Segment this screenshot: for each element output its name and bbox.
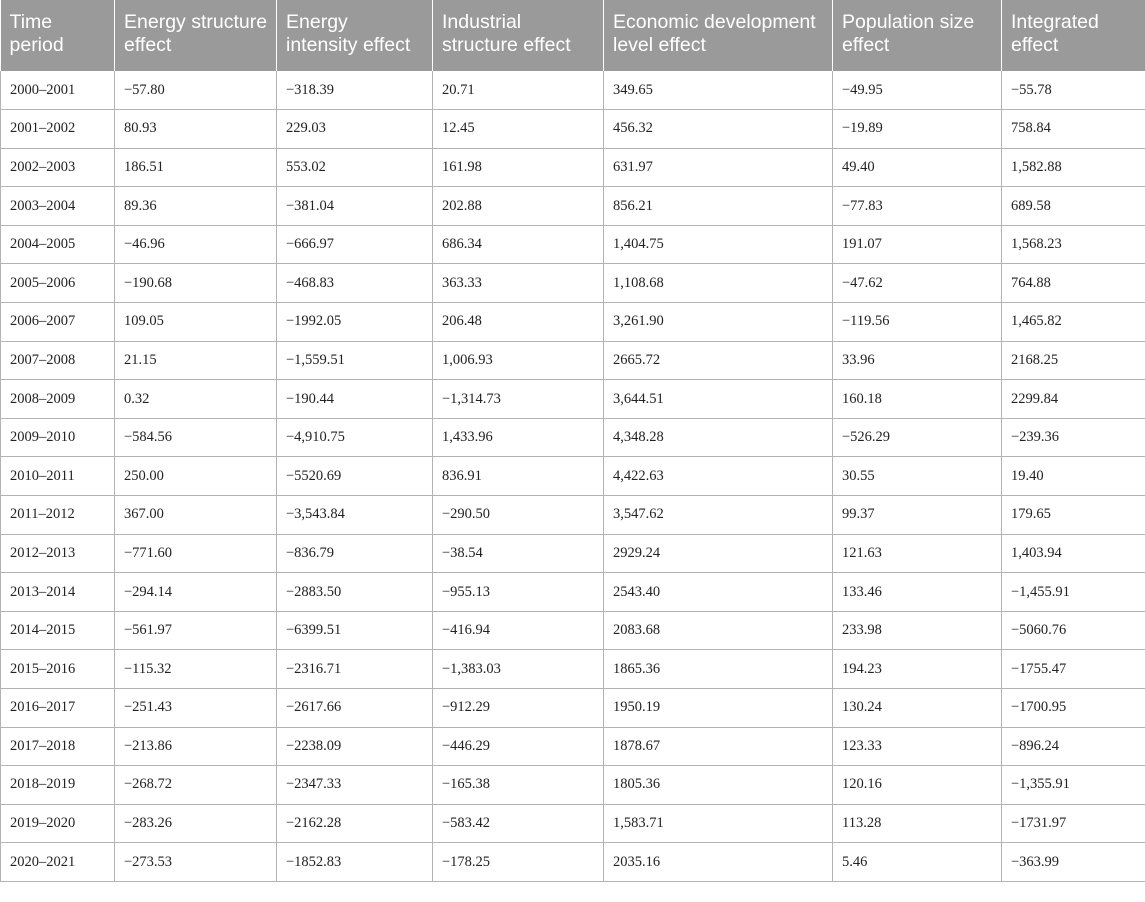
cell-energy-structure-effect: −273.53: [115, 843, 277, 882]
cell-population-size-effect: 194.23: [833, 650, 1002, 689]
cell-time-period: 2006–2007: [1, 303, 115, 342]
cell-energy-intensity-effect: −2347.33: [277, 766, 433, 805]
header-energy-structure-effect: Energy structure effect: [115, 0, 277, 71]
cell-energy-structure-effect: 21.15: [115, 341, 277, 380]
cell-energy-intensity-effect: −3,543.84: [277, 496, 433, 535]
cell-population-size-effect: 123.33: [833, 727, 1002, 766]
cell-economic-development-level-effect: 1,583.71: [604, 804, 833, 843]
cell-population-size-effect: −526.29: [833, 418, 1002, 457]
cell-population-size-effect: 5.46: [833, 843, 1002, 882]
cell-time-period: 2016–2017: [1, 689, 115, 728]
cell-industrial-structure-effect: −1,314.73: [433, 380, 604, 419]
cell-time-period: 2004–2005: [1, 225, 115, 264]
cell-population-size-effect: 113.28: [833, 804, 1002, 843]
cell-energy-intensity-effect: −836.79: [277, 534, 433, 573]
cell-integrated-effect: −1755.47: [1002, 650, 1145, 689]
table-row: [1, 689, 1145, 728]
cell-economic-development-level-effect: 456.32: [604, 110, 833, 149]
cell-energy-intensity-effect: −318.39: [277, 71, 433, 110]
cell-industrial-structure-effect: 202.88: [433, 187, 604, 226]
cell-energy-structure-effect: 0.32: [115, 380, 277, 419]
cell-time-period: 2010–2011: [1, 457, 115, 496]
cell-economic-development-level-effect: 2543.40: [604, 573, 833, 612]
cell-population-size-effect: −49.95: [833, 71, 1002, 110]
cell-energy-intensity-effect: −1992.05: [277, 303, 433, 342]
cell-energy-intensity-effect: −468.83: [277, 264, 433, 303]
cell-time-period: 2013–2014: [1, 573, 115, 612]
cell-energy-structure-effect: 89.36: [115, 187, 277, 226]
cell-integrated-effect: −5060.76: [1002, 611, 1145, 650]
table-row: [1, 418, 1145, 457]
cell-integrated-effect: 1,582.88: [1002, 148, 1145, 187]
cell-time-period: 2017–2018: [1, 727, 115, 766]
table-row: [1, 804, 1145, 843]
cell-integrated-effect: −1,355.91: [1002, 766, 1145, 805]
cell-energy-intensity-effect: −1852.83: [277, 843, 433, 882]
cell-population-size-effect: −19.89: [833, 110, 1002, 149]
cell-population-size-effect: 191.07: [833, 225, 1002, 264]
cell-time-period: 2000–2001: [1, 71, 115, 110]
table-row: [1, 843, 1145, 882]
cell-energy-structure-effect: −190.68: [115, 264, 277, 303]
cell-economic-development-level-effect: 1950.19: [604, 689, 833, 728]
cell-energy-structure-effect: −294.14: [115, 573, 277, 612]
table-row: [1, 380, 1145, 419]
cell-time-period: 2014–2015: [1, 611, 115, 650]
cell-industrial-structure-effect: 1,433.96: [433, 418, 604, 457]
cell-population-size-effect: −77.83: [833, 187, 1002, 226]
table-row: [1, 650, 1145, 689]
cell-economic-development-level-effect: 3,644.51: [604, 380, 833, 419]
cell-industrial-structure-effect: 836.91: [433, 457, 604, 496]
cell-economic-development-level-effect: 1878.67: [604, 727, 833, 766]
cell-time-period: 2005–2006: [1, 264, 115, 303]
cell-population-size-effect: 49.40: [833, 148, 1002, 187]
cell-time-period: 2011–2012: [1, 496, 115, 535]
cell-population-size-effect: 33.96: [833, 341, 1002, 380]
cell-time-period: 2019–2020: [1, 804, 115, 843]
cell-energy-structure-effect: −561.97: [115, 611, 277, 650]
cell-economic-development-level-effect: 4,422.63: [604, 457, 833, 496]
cell-population-size-effect: −119.56: [833, 303, 1002, 342]
cell-time-period: 2018–2019: [1, 766, 115, 805]
cell-time-period: 2009–2010: [1, 418, 115, 457]
cell-economic-development-level-effect: 631.97: [604, 148, 833, 187]
cell-integrated-effect: 2299.84: [1002, 380, 1145, 419]
cell-integrated-effect: −1,455.91: [1002, 573, 1145, 612]
cell-energy-intensity-effect: 553.02: [277, 148, 433, 187]
table-row: [1, 264, 1145, 303]
cell-integrated-effect: 179.65: [1002, 496, 1145, 535]
cell-population-size-effect: 133.46: [833, 573, 1002, 612]
cell-energy-intensity-effect: −1,559.51: [277, 341, 433, 380]
cell-time-period: 2002–2003: [1, 148, 115, 187]
cell-energy-intensity-effect: −5520.69: [277, 457, 433, 496]
cell-integrated-effect: 1,465.82: [1002, 303, 1145, 342]
cell-integrated-effect: −363.99: [1002, 843, 1145, 882]
cell-population-size-effect: 160.18: [833, 380, 1002, 419]
cell-time-period: 2020–2021: [1, 843, 115, 882]
cell-energy-structure-effect: −268.72: [115, 766, 277, 805]
table-row: [1, 187, 1145, 226]
cell-energy-structure-effect: 186.51: [115, 148, 277, 187]
table-row: [1, 727, 1145, 766]
cell-industrial-structure-effect: −165.38: [433, 766, 604, 805]
cell-industrial-structure-effect: 686.34: [433, 225, 604, 264]
header-row: [1, 0, 1145, 71]
cell-economic-development-level-effect: 2929.24: [604, 534, 833, 573]
cell-integrated-effect: −55.78: [1002, 71, 1145, 110]
cell-economic-development-level-effect: 856.21: [604, 187, 833, 226]
header-energy-intensity-effect: Energy intensity effect: [277, 0, 433, 71]
cell-economic-development-level-effect: 1,108.68: [604, 264, 833, 303]
header-economic-development-level-effect: Economic development level effect: [604, 0, 833, 71]
table-row: [1, 110, 1145, 149]
cell-industrial-structure-effect: 161.98: [433, 148, 604, 187]
cell-energy-structure-effect: 80.93: [115, 110, 277, 149]
table-header: [1, 0, 1145, 71]
header-population-size-effect: Population size effect: [833, 0, 1002, 71]
cell-economic-development-level-effect: 1,404.75: [604, 225, 833, 264]
cell-industrial-structure-effect: −912.29: [433, 689, 604, 728]
cell-integrated-effect: 2168.25: [1002, 341, 1145, 380]
cell-integrated-effect: −1700.95: [1002, 689, 1145, 728]
cell-population-size-effect: 130.24: [833, 689, 1002, 728]
cell-energy-structure-effect: −251.43: [115, 689, 277, 728]
cell-industrial-structure-effect: −955.13: [433, 573, 604, 612]
cell-industrial-structure-effect: −38.54: [433, 534, 604, 573]
table-row: [1, 496, 1145, 535]
table-row: [1, 611, 1145, 650]
cell-industrial-structure-effect: 1,006.93: [433, 341, 604, 380]
cell-economic-development-level-effect: 4,348.28: [604, 418, 833, 457]
cell-energy-intensity-effect: −2238.09: [277, 727, 433, 766]
cell-integrated-effect: 758.84: [1002, 110, 1145, 149]
cell-integrated-effect: −239.36: [1002, 418, 1145, 457]
cell-integrated-effect: −1731.97: [1002, 804, 1145, 843]
cell-population-size-effect: 121.63: [833, 534, 1002, 573]
cell-time-period: 2008–2009: [1, 380, 115, 419]
cell-economic-development-level-effect: 1805.36: [604, 766, 833, 805]
cell-energy-intensity-effect: −666.97: [277, 225, 433, 264]
cell-industrial-structure-effect: −583.42: [433, 804, 604, 843]
table-row: [1, 341, 1145, 380]
table-row: [1, 534, 1145, 573]
table-body: [1, 71, 1145, 881]
cell-energy-intensity-effect: −381.04: [277, 187, 433, 226]
table-row: [1, 766, 1145, 805]
cell-industrial-structure-effect: −1,383.03: [433, 650, 604, 689]
header-time-period: Time period: [1, 0, 115, 71]
cell-energy-intensity-effect: −190.44: [277, 380, 433, 419]
cell-industrial-structure-effect: 12.45: [433, 110, 604, 149]
cell-integrated-effect: 1,568.23: [1002, 225, 1145, 264]
cell-energy-intensity-effect: −6399.51: [277, 611, 433, 650]
table-row: [1, 573, 1145, 612]
cell-economic-development-level-effect: 2083.68: [604, 611, 833, 650]
cell-energy-structure-effect: −57.80: [115, 71, 277, 110]
cell-time-period: 2015–2016: [1, 650, 115, 689]
cell-industrial-structure-effect: 20.71: [433, 71, 604, 110]
cell-integrated-effect: 19.40: [1002, 457, 1145, 496]
cell-energy-intensity-effect: −2162.28: [277, 804, 433, 843]
cell-industrial-structure-effect: −290.50: [433, 496, 604, 535]
cell-energy-structure-effect: 367.00: [115, 496, 277, 535]
cell-population-size-effect: 233.98: [833, 611, 1002, 650]
cell-economic-development-level-effect: 3,261.90: [604, 303, 833, 342]
cell-industrial-structure-effect: −178.25: [433, 843, 604, 882]
cell-energy-structure-effect: −283.26: [115, 804, 277, 843]
header-industrial-structure-effect: Industrial structure effect: [433, 0, 604, 71]
table-row: [1, 225, 1145, 264]
cell-industrial-structure-effect: 206.48: [433, 303, 604, 342]
cell-economic-development-level-effect: 2665.72: [604, 341, 833, 380]
cell-industrial-structure-effect: −416.94: [433, 611, 604, 650]
cell-energy-structure-effect: 250.00: [115, 457, 277, 496]
cell-economic-development-level-effect: 349.65: [604, 71, 833, 110]
cell-population-size-effect: 120.16: [833, 766, 1002, 805]
cell-industrial-structure-effect: 363.33: [433, 264, 604, 303]
cell-integrated-effect: −896.24: [1002, 727, 1145, 766]
cell-integrated-effect: 764.88: [1002, 264, 1145, 303]
cell-time-period: 2007–2008: [1, 341, 115, 380]
cell-population-size-effect: 99.37: [833, 496, 1002, 535]
cell-energy-structure-effect: −584.56: [115, 418, 277, 457]
cell-energy-intensity-effect: 229.03: [277, 110, 433, 149]
cell-economic-development-level-effect: 1865.36: [604, 650, 833, 689]
cell-population-size-effect: −47.62: [833, 264, 1002, 303]
cell-industrial-structure-effect: −446.29: [433, 727, 604, 766]
table-row: [1, 71, 1145, 110]
cell-integrated-effect: 689.58: [1002, 187, 1145, 226]
cell-population-size-effect: 30.55: [833, 457, 1002, 496]
cell-energy-structure-effect: −46.96: [115, 225, 277, 264]
cell-time-period: 2012–2013: [1, 534, 115, 573]
table-row: [1, 148, 1145, 187]
cell-time-period: 2003–2004: [1, 187, 115, 226]
cell-energy-structure-effect: −115.32: [115, 650, 277, 689]
cell-energy-structure-effect: −213.86: [115, 727, 277, 766]
header-integrated-effect: Integrated effect: [1002, 0, 1145, 71]
cell-time-period: 2001–2002: [1, 110, 115, 149]
cell-energy-intensity-effect: −2316.71: [277, 650, 433, 689]
cell-energy-intensity-effect: −2617.66: [277, 689, 433, 728]
cell-energy-intensity-effect: −4,910.75: [277, 418, 433, 457]
table-row: [1, 457, 1145, 496]
cell-energy-structure-effect: −771.60: [115, 534, 277, 573]
cell-economic-development-level-effect: 2035.16: [604, 843, 833, 882]
cell-economic-development-level-effect: 3,547.62: [604, 496, 833, 535]
cell-energy-structure-effect: 109.05: [115, 303, 277, 342]
cell-integrated-effect: 1,403.94: [1002, 534, 1145, 573]
cell-energy-intensity-effect: −2883.50: [277, 573, 433, 612]
table-row: [1, 303, 1145, 342]
